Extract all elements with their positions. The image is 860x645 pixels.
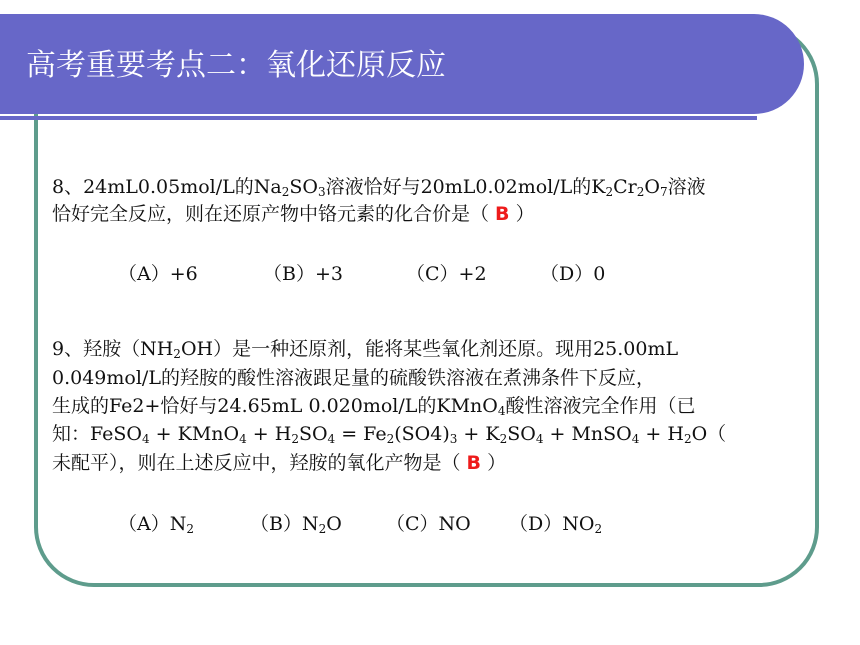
q9-text: 未配平），则在上述反应中，羟胺的氧化产物是（	[52, 452, 467, 474]
q8-text: O	[644, 176, 660, 198]
q9-answer: B	[466, 452, 482, 474]
q9-line-5	[52, 451, 506, 475]
q9-text: + KMnO	[149, 423, 240, 445]
subscript: 4	[239, 432, 247, 446]
q9-text: O（	[691, 423, 727, 445]
q9-text: 9、羟胺（NH	[52, 338, 174, 360]
q8-text: Cr	[613, 176, 637, 198]
q9-option-text: （C）NO	[386, 513, 471, 535]
q9-option-text: O	[326, 513, 342, 535]
subscript: 3	[317, 185, 326, 199]
q9-line-2: 0.049mol/L的羟胺的酸性溶液跟足量的硫酸铁溶液在煮沸条件下反应，	[52, 367, 655, 389]
title-bar	[0, 14, 804, 114]
subscript: 2	[173, 347, 181, 361]
q9-text: (SO4)	[394, 423, 450, 445]
q9-text: + MnSO	[543, 423, 632, 445]
q9-text: + H	[246, 423, 292, 445]
subscript: 2	[386, 432, 395, 446]
slide-title: 高考重要考点二：氧化还原反应	[26, 48, 446, 83]
q8-text: 溶液	[667, 176, 706, 198]
q8-text: 溶液恰好与20mL0.02mol/L的K	[325, 176, 606, 198]
q9-line-1	[52, 337, 678, 361]
q9-text: + H	[639, 423, 684, 445]
q8-option-b: （B）+3	[263, 263, 343, 285]
subscript: 4	[497, 404, 506, 418]
q9-text: 知：FeSO	[52, 423, 142, 445]
q8-option-c: （C）+2	[406, 263, 487, 285]
q9-line-4	[52, 422, 726, 446]
q8-text: SO	[289, 176, 318, 198]
q9-text: = Fe	[335, 423, 387, 445]
q9-text: OH）是一种还原剂，能将某些氧化剂还原。现用25.00mL	[180, 338, 679, 360]
q9-text: SO	[507, 423, 536, 445]
subscript: 7	[659, 185, 668, 199]
subscript: 2	[636, 185, 645, 199]
q8-text: 8、24mL0.05mol/L的Na	[52, 176, 282, 198]
q9-text: 生成的Fe2+恰好与24.65mL 0.020mol/L的KMnO	[52, 395, 498, 417]
subscript: 4	[141, 432, 150, 446]
q9-option-text: （B）N	[250, 513, 319, 535]
subscript: 2	[683, 432, 692, 446]
subscript: 4	[535, 432, 544, 446]
q8-text: 恰好完全反应，则在还原产物中铬元素的化合价是（	[52, 203, 496, 225]
q9-option-a	[118, 509, 194, 536]
q8-line-1	[52, 175, 706, 199]
q9-text: SO	[298, 423, 328, 445]
q9-text: + K	[457, 423, 500, 445]
subscript: 2	[499, 432, 508, 446]
q9-option-text: （D）NO	[509, 513, 595, 535]
subscript: 2	[594, 522, 603, 536]
q9-option-c	[386, 509, 471, 536]
subscript: 3	[449, 432, 458, 446]
q8-line-2	[52, 202, 535, 226]
subscript: 2	[318, 522, 327, 536]
subscript: 4	[631, 432, 640, 446]
q8-text: ）	[509, 203, 535, 225]
q9-line-3	[52, 394, 696, 418]
q9-option-b	[250, 509, 342, 536]
subscript: 2	[605, 185, 614, 199]
q8-option-a: （A）+6	[118, 263, 198, 285]
q9-text: 酸性溶液完全作用（已	[505, 395, 696, 417]
subscript: 4	[327, 432, 336, 446]
subscript: 2	[281, 185, 290, 199]
title-underline	[0, 116, 757, 120]
q9-option-text: （A）N	[118, 513, 187, 535]
subscript: 2	[291, 432, 299, 446]
q9-option-d	[509, 509, 602, 536]
q9-text: ）	[481, 452, 507, 474]
q8-option-d: （D）0	[540, 263, 606, 285]
q8-answer: B	[495, 203, 510, 225]
subscript: 2	[186, 522, 194, 536]
